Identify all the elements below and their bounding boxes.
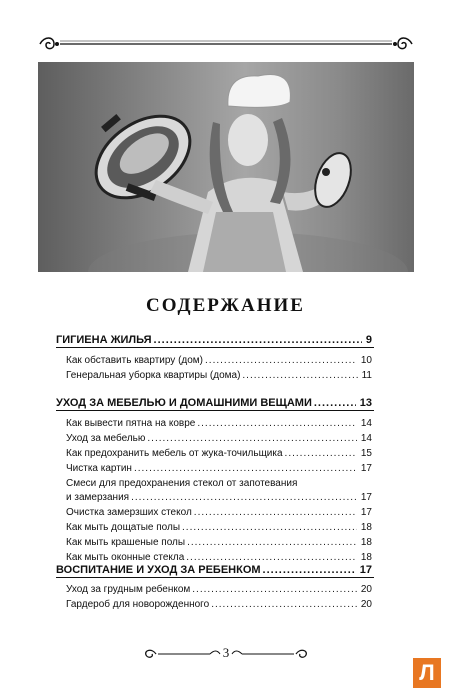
entry-label: и замерзания — [66, 492, 130, 503]
contents-heading: СОДЕРЖАНИЕ — [146, 295, 305, 316]
toc-entry[interactable] — [66, 369, 372, 382]
page-ref: 20 — [360, 584, 372, 595]
toc-entry[interactable] — [66, 521, 372, 534]
entry-label: Уход за грудным ребенком — [66, 584, 191, 595]
entry-label: Как мыть оконные стекла — [66, 552, 185, 563]
leader-dots — [134, 462, 357, 475]
leader-dots — [182, 521, 357, 534]
section-rule — [56, 577, 374, 578]
leader-dots — [211, 598, 357, 611]
entry-label: Как мыть дощатые полы — [66, 522, 181, 533]
leader-dots — [314, 397, 356, 410]
entry-label: Уход за мебелью — [66, 433, 146, 444]
leader-dots — [192, 583, 357, 596]
entry-label: Как мыть крашеные полы — [66, 537, 186, 548]
section-furniture-care[interactable] — [56, 397, 372, 410]
toc-entry[interactable] — [66, 354, 372, 367]
chef-woman-photo — [38, 62, 414, 272]
toc-entry[interactable] — [66, 583, 372, 596]
leader-dots — [187, 536, 357, 549]
entry-label: Гардероб для новорожденного — [66, 599, 210, 610]
entry-label: Чистка картин — [66, 463, 132, 474]
section-title: УХОД ЗА МЕБЕЛЬЮ И ДОМАШНИМИ ВЕЩАМИ — [56, 397, 312, 409]
page-ref: 9 — [365, 334, 372, 346]
toc-entry[interactable] — [66, 447, 372, 460]
toc-entry[interactable] — [66, 506, 372, 519]
page-ref: 18 — [360, 537, 372, 548]
toc-entry[interactable] — [66, 551, 372, 564]
page-ref: 20 — [360, 599, 372, 610]
section-rule — [56, 410, 374, 411]
toc-entry[interactable] — [66, 491, 372, 504]
toc-entry[interactable] — [66, 536, 372, 549]
page-ref: 15 — [360, 448, 372, 459]
toc-entry[interactable] — [66, 432, 372, 445]
section-child-care[interactable] — [56, 564, 372, 577]
section-title: ГИГИЕНА ЖИЛЬЯ — [56, 334, 152, 346]
page-ref: 14 — [360, 418, 372, 429]
toc-entry[interactable] — [66, 598, 372, 611]
leader-dots — [147, 432, 356, 445]
toc-entry[interactable] — [66, 417, 372, 430]
leader-dots — [197, 417, 357, 430]
page-ref: 17 — [360, 492, 372, 503]
entry-label: Как обставить квартиру (дом) — [66, 355, 204, 366]
page-number: 3 — [222, 645, 230, 660]
page-ref: 10 — [360, 355, 372, 366]
leader-dots — [263, 564, 356, 577]
page-ref: 13 — [359, 397, 372, 409]
page-ref: 17 — [360, 507, 372, 518]
section-rule — [56, 347, 374, 348]
section-hygiene[interactable] — [56, 334, 372, 347]
toc-entry-first-line[interactable]: Смеси для предохранения стекол от запотевания — [66, 478, 298, 489]
page-ref: 14 — [360, 433, 372, 444]
toc-entry[interactable] — [66, 462, 372, 475]
page-ref: 17 — [360, 463, 372, 474]
leader-dots — [242, 369, 357, 382]
page-ref: 11 — [361, 370, 372, 381]
leader-dots — [154, 334, 362, 347]
entry-label: Генеральная уборка квартиры (дома) — [66, 370, 241, 381]
leader-dots — [194, 506, 357, 519]
page-ref: 18 — [360, 522, 372, 533]
publisher-logo: Л — [413, 658, 441, 688]
leader-dots — [285, 447, 357, 460]
section-title: ВОСПИТАНИЕ И УХОД ЗА РЕБЕНКОМ — [56, 564, 261, 576]
leader-dots — [205, 354, 357, 367]
top-ornament — [38, 36, 414, 52]
leader-dots — [131, 491, 357, 504]
entry-label: Как предохранить мебель от жука-точильщика — [66, 448, 283, 459]
leader-dots — [186, 551, 357, 564]
entry-label: Очистка замерзших стекол — [66, 507, 192, 518]
page-ref: 18 — [360, 552, 372, 563]
entry-label: Как вывести пятна на ковре — [66, 418, 196, 429]
page-ref: 17 — [359, 564, 372, 576]
